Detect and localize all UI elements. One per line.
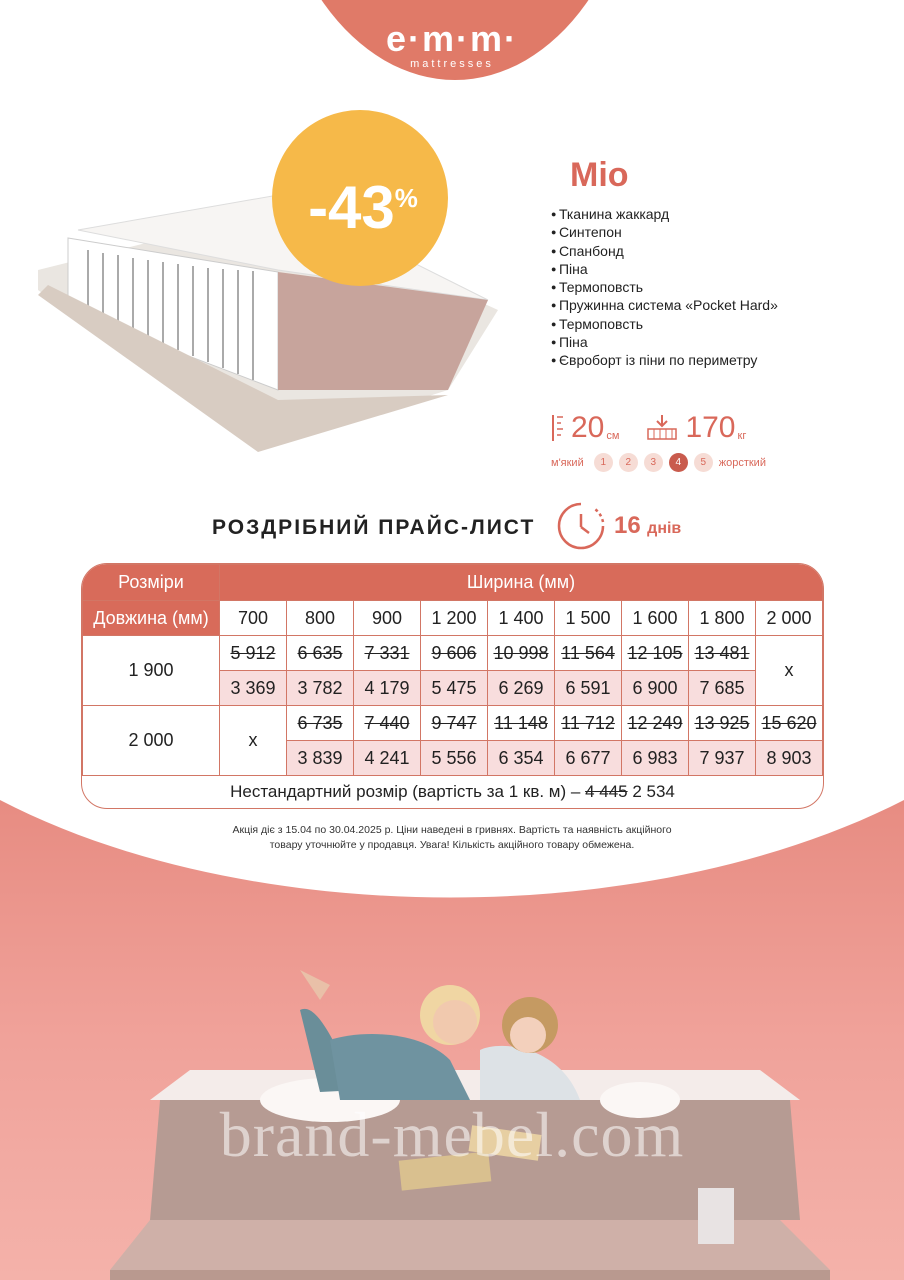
new-price: 8 903 (756, 741, 823, 776)
load-icon (645, 413, 679, 443)
product-name: Mio (570, 156, 629, 194)
days-value: 16 (614, 512, 641, 539)
width-cell: 1 800 (689, 601, 756, 636)
new-price: 6 900 (622, 671, 689, 706)
promo-disclaimer (150, 823, 754, 853)
feature-list (551, 205, 778, 370)
firmness-level: 2 (619, 453, 638, 472)
nonstandard-size (82, 782, 823, 802)
old-price: 5 912 (220, 636, 287, 671)
width-cell: 800 (287, 601, 354, 636)
width-cell: 1 400 (488, 601, 555, 636)
table-header-row (83, 565, 823, 601)
firmness-level: 5 (694, 453, 713, 472)
width-cell: 700 (220, 601, 287, 636)
new-price: 3 369 (220, 671, 287, 706)
new-price: 7 937 (689, 741, 756, 776)
clock-icon (555, 500, 607, 552)
height-unit: см (606, 430, 620, 442)
old-price: 12 249 (622, 706, 689, 741)
unavailable-cell: x (220, 706, 287, 776)
length-cell: 1 900 (83, 636, 220, 706)
discount-value: -43 (308, 174, 395, 241)
price-table (82, 564, 823, 776)
disclaimer-line: товару уточнюйте у продавця. Увага! Кількість акційного товару обмежена. (269, 839, 635, 851)
feature-item: ● Євроборт із піни по периметру (551, 351, 778, 369)
nonstandard-old-price: 4 445 (585, 782, 628, 801)
price-table-container (81, 563, 824, 809)
firmness-level: 1 (594, 453, 613, 472)
old-price: 13 481 (689, 636, 756, 671)
new-price: 4 179 (354, 671, 421, 706)
new-price: 6 591 (555, 671, 622, 706)
old-price: 11 564 (555, 636, 622, 671)
feature-item: ● Піна (551, 333, 778, 351)
old-price: 6 735 (287, 706, 354, 741)
new-price: 5 556 (421, 741, 488, 776)
logo-text: e·m·m· (385, 18, 518, 59)
old-price: 15 620 (756, 706, 823, 741)
pricelist-title: РОЗДРІБНИЙ ПРАЙС-ЛИСТ (212, 516, 536, 539)
width-cell: 1 500 (555, 601, 622, 636)
length-header: Довжина (мм) (83, 601, 220, 636)
disclaimer-line: Акція діє з 15.04 по 30.04.2025 р. Ціни наведені в гривнях. Вартість та наявність акційного (232, 824, 672, 836)
unavailable-cell: x (756, 636, 823, 706)
feature-item: ● Піна (551, 260, 778, 278)
height-value: 20 (571, 411, 605, 444)
nonstandard-label: Нестандартний розмір (вартість за 1 кв. м) – (230, 782, 581, 801)
old-price: 11 148 (488, 706, 555, 741)
firmness-level: 3 (644, 453, 663, 472)
discount-unit: % (394, 183, 418, 213)
width-cell: 900 (354, 601, 421, 636)
feature-item: ● Синтепон (551, 223, 778, 241)
firmness-hard-label: жорсткий (718, 456, 766, 469)
new-price: 4 241 (354, 741, 421, 776)
old-price: 13 925 (689, 706, 756, 741)
delivery-days (614, 512, 681, 540)
hero-illustration (0, 800, 904, 1280)
new-price: 6 983 (622, 741, 689, 776)
length-cell: 2 000 (83, 706, 220, 776)
old-price: 11 712 (555, 706, 622, 741)
firmness-scale (551, 453, 766, 472)
days-unit: днів (647, 520, 682, 537)
firmness-soft-label: м'який (551, 456, 584, 469)
product-specs (549, 408, 746, 448)
watermark: brand-mebel.com (219, 1099, 685, 1170)
feature-item: ● Тканина жаккард (551, 205, 778, 223)
old-price: 12 105 (622, 636, 689, 671)
new-price: 3 782 (287, 671, 354, 706)
width-header: Ширина (мм) (220, 565, 823, 601)
feature-item: ● Пружинна система «Pocket Hard» (551, 296, 778, 314)
width-cell: 1 600 (622, 601, 689, 636)
nonstandard-new-price: 2 534 (632, 782, 675, 801)
width-cell: 2 000 (756, 601, 823, 636)
new-price: 3 839 (287, 741, 354, 776)
old-price: 7 440 (354, 706, 421, 741)
sizes-header: Розміри (83, 565, 220, 601)
table-row (83, 636, 823, 671)
old-price: 9 606 (421, 636, 488, 671)
old-price: 10 998 (488, 636, 555, 671)
discount-badge (272, 110, 448, 286)
load-unit: кг (737, 430, 747, 442)
firmness-level-active: 4 (669, 453, 688, 472)
new-price: 5 475 (421, 671, 488, 706)
new-price: 6 677 (555, 741, 622, 776)
old-price: 7 331 (354, 636, 421, 671)
table-width-row (83, 601, 823, 636)
brand-logo (0, 18, 904, 70)
table-row (83, 706, 823, 741)
new-price: 7 685 (689, 671, 756, 706)
new-price: 6 354 (488, 741, 555, 776)
load-value: 170 (685, 411, 736, 444)
feature-item: ● Термоповсть (551, 278, 778, 296)
new-price: 6 269 (488, 671, 555, 706)
old-price: 6 635 (287, 636, 354, 671)
feature-item: ● Спанбонд (551, 242, 778, 260)
width-cell: 1 200 (421, 601, 488, 636)
logo-subtitle: mattresses (410, 58, 494, 70)
height-icon (549, 413, 567, 443)
old-price: 9 747 (421, 706, 488, 741)
feature-item: ● Термоповсть (551, 315, 778, 333)
